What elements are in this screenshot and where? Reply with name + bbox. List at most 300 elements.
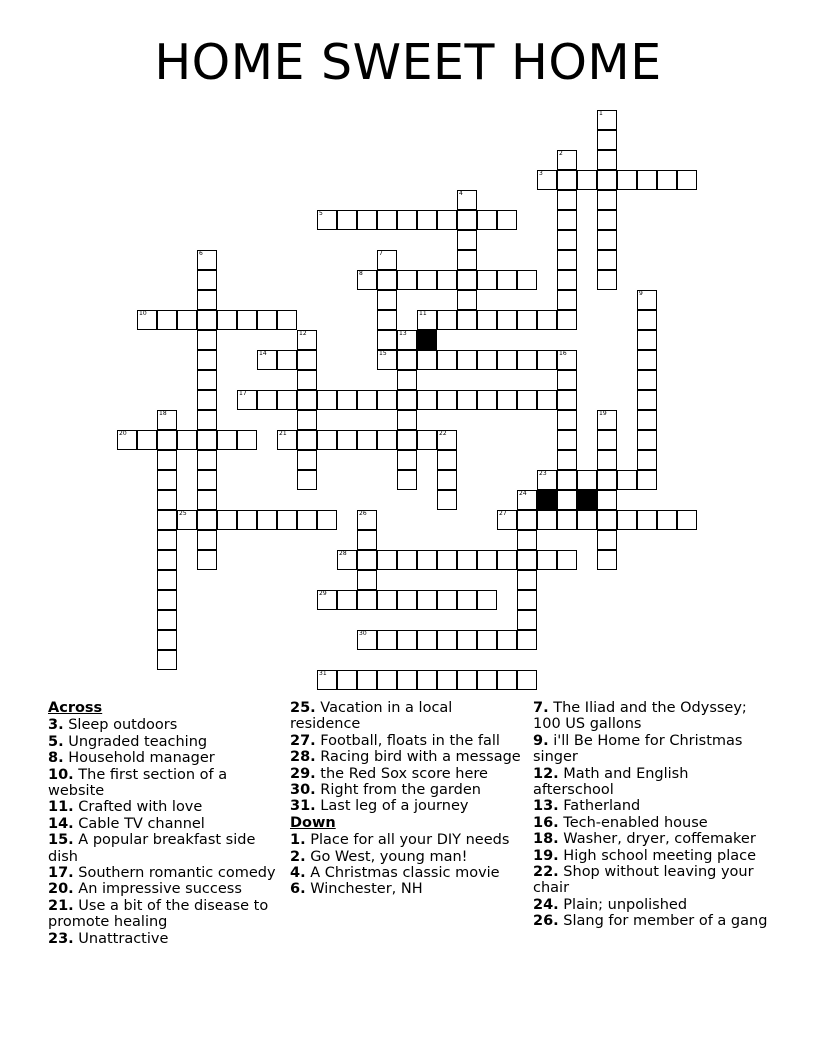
grid-cell[interactable] <box>597 510 617 530</box>
grid-cell[interactable] <box>157 430 177 450</box>
grid-cell[interactable] <box>517 610 537 630</box>
grid-cell[interactable] <box>357 270 377 290</box>
grid-cell[interactable] <box>437 470 457 490</box>
grid-cell[interactable] <box>397 630 417 650</box>
grid-cell[interactable] <box>597 150 617 170</box>
grid-cell[interactable] <box>357 670 377 690</box>
grid-cell[interactable] <box>197 270 217 290</box>
grid-cell[interactable] <box>197 550 217 570</box>
grid-cell[interactable] <box>557 450 577 470</box>
grid-cell[interactable] <box>417 210 437 230</box>
clue-across-31: 31. Last leg of a journey <box>290 798 469 815</box>
grid-cell[interactable] <box>437 590 457 610</box>
grid-cell[interactable] <box>377 670 397 690</box>
grid-cell[interactable] <box>417 350 437 370</box>
grid-cell[interactable] <box>597 270 617 290</box>
grid-cell[interactable] <box>317 670 337 690</box>
grid-cell[interactable] <box>437 350 457 370</box>
grid-cell[interactable] <box>597 190 617 210</box>
grid-cell[interactable] <box>497 550 517 570</box>
grid-cell[interactable] <box>337 590 357 610</box>
grid-cell[interactable] <box>557 410 577 430</box>
cell-number: 27 <box>499 510 507 517</box>
grid-cell[interactable] <box>417 270 437 290</box>
grid-cell[interactable] <box>137 430 157 450</box>
grid-cell[interactable] <box>337 210 357 230</box>
grid-cell[interactable] <box>297 430 317 450</box>
grid-cell[interactable] <box>317 210 337 230</box>
grid-cell[interactable] <box>377 390 397 410</box>
grid-cell[interactable] <box>517 530 537 550</box>
grid-cell[interactable] <box>517 310 537 330</box>
grid-cell[interactable] <box>637 510 657 530</box>
grid-cell[interactable] <box>477 630 497 650</box>
grid-cell[interactable] <box>597 430 617 450</box>
grid-cell[interactable] <box>237 390 257 410</box>
cell-number: 28 <box>339 550 347 557</box>
grid-cell[interactable] <box>557 230 577 250</box>
grid-cell[interactable] <box>217 310 237 330</box>
grid-cell[interactable] <box>637 370 657 390</box>
grid-cell[interactable] <box>557 510 577 530</box>
grid-cell[interactable] <box>297 470 317 490</box>
grid-cell[interactable] <box>537 390 557 410</box>
grid-cell[interactable] <box>277 390 297 410</box>
grid-cell[interactable] <box>237 510 257 530</box>
grid-cell[interactable] <box>517 390 537 410</box>
clue-across-23: 23. Unattractive <box>48 930 169 947</box>
cell-number: 23 <box>539 470 547 477</box>
grid-cell[interactable] <box>557 470 577 490</box>
grid-cell[interactable] <box>377 210 397 230</box>
grid-cell[interactable] <box>417 550 437 570</box>
cell-number: 10 <box>139 310 147 317</box>
cell-number: 12 <box>299 330 307 337</box>
grid-cell[interactable] <box>357 530 377 550</box>
grid-cell[interactable] <box>597 250 617 270</box>
grid-cell[interactable] <box>157 470 177 490</box>
grid-cell[interactable] <box>557 290 577 310</box>
cell-number: 15 <box>379 350 387 357</box>
grid-cell[interactable] <box>157 530 177 550</box>
grid-cell[interactable] <box>457 590 477 610</box>
grid-cell[interactable] <box>397 450 417 470</box>
grid-cell[interactable] <box>377 590 397 610</box>
grid-cell[interactable] <box>417 670 437 690</box>
grid-cell[interactable] <box>377 290 397 310</box>
clue-across-27: 27. Football, floats in the fall <box>290 732 500 749</box>
grid-cell[interactable] <box>157 490 177 510</box>
grid-cell[interactable] <box>457 670 477 690</box>
grid-cell[interactable] <box>397 270 417 290</box>
grid-cell[interactable] <box>557 310 577 330</box>
grid-cell[interactable] <box>397 390 417 410</box>
grid-cell[interactable] <box>397 470 417 490</box>
grid-cell[interactable] <box>637 290 657 310</box>
grid-cell[interactable] <box>637 450 657 470</box>
cell-number: 13 <box>399 330 407 337</box>
grid-cell[interactable] <box>137 310 157 330</box>
grid-cell[interactable] <box>637 390 657 410</box>
clue-across-8: 8. Household manager <box>48 750 215 767</box>
grid-cell[interactable] <box>357 390 377 410</box>
grid-cell[interactable] <box>497 510 517 530</box>
grid-cell[interactable] <box>437 390 457 410</box>
grid-cell[interactable] <box>497 350 517 370</box>
cell-number: 11 <box>419 310 427 317</box>
grid-cell[interactable] <box>537 350 557 370</box>
grid-cell[interactable] <box>617 470 637 490</box>
grid-cell[interactable] <box>557 270 577 290</box>
grid-cell[interactable] <box>217 430 237 450</box>
grid-cell[interactable] <box>677 510 697 530</box>
grid-cell[interactable] <box>157 450 177 470</box>
grid-cell[interactable] <box>377 350 397 370</box>
grid-cell[interactable] <box>397 350 417 370</box>
grid-cell[interactable] <box>297 510 317 530</box>
clue-across-28: 28. Racing bird with a message <box>290 749 521 766</box>
grid-cell[interactable] <box>157 570 177 590</box>
grid-cell[interactable] <box>337 390 357 410</box>
cell-number: 6 <box>199 250 203 257</box>
grid-cell[interactable] <box>197 390 217 410</box>
grid-cell[interactable] <box>197 250 217 270</box>
grid-cell[interactable] <box>557 170 577 190</box>
grid-cell[interactable] <box>177 430 197 450</box>
grid-cell[interactable] <box>397 430 417 450</box>
grid-cell[interactable] <box>197 470 217 490</box>
black-cell <box>417 330 437 350</box>
grid-cell[interactable] <box>517 490 537 510</box>
grid-cell[interactable] <box>377 430 397 450</box>
grid-cell[interactable] <box>377 310 397 330</box>
grid-cell[interactable] <box>457 230 477 250</box>
grid-cell[interactable] <box>397 550 417 570</box>
grid-cell[interactable] <box>157 650 177 670</box>
grid-cell[interactable] <box>437 630 457 650</box>
clue-across-25: 25. Vacation in a local residence <box>290 700 453 733</box>
puzzle-title: HOME SWEET HOME <box>154 34 662 91</box>
grid-cell[interactable] <box>337 550 357 570</box>
grid-cell[interactable] <box>197 410 217 430</box>
clue-across-29: 29. the Red Sox score here <box>290 765 488 782</box>
cell-number: 17 <box>239 390 247 397</box>
grid-cell[interactable] <box>417 390 437 410</box>
grid-cell[interactable] <box>417 430 437 450</box>
grid-cell[interactable] <box>357 510 377 530</box>
grid-cell[interactable] <box>277 430 297 450</box>
grid-cell[interactable] <box>317 510 337 530</box>
grid-cell[interactable] <box>557 210 577 230</box>
grid-cell[interactable] <box>637 430 657 450</box>
grid-cell[interactable] <box>357 550 377 570</box>
grid-cell[interactable] <box>557 190 577 210</box>
clue-down-7: 7. The Iliad and the Odyssey; 100 US gallons <box>533 700 747 733</box>
grid-cell[interactable] <box>537 510 557 530</box>
across-heading: Across <box>48 700 103 716</box>
grid-cell[interactable] <box>157 310 177 330</box>
grid-cell[interactable] <box>357 430 377 450</box>
grid-cell[interactable] <box>597 530 617 550</box>
clue-across-15: 15. A popular breakfast side dish <box>48 832 256 865</box>
grid-cell[interactable] <box>197 530 217 550</box>
grid-cell[interactable] <box>597 170 617 190</box>
grid-cell[interactable] <box>497 630 517 650</box>
grid-cell[interactable] <box>377 630 397 650</box>
grid-cell[interactable] <box>297 370 317 390</box>
clue-down-6: 6. Winchester, NH <box>290 881 423 898</box>
grid-cell[interactable] <box>197 430 217 450</box>
clue-down-9: 9. i'll Be Home for Christmas singer <box>533 732 743 766</box>
grid-cell[interactable] <box>417 310 437 330</box>
grid-cell[interactable] <box>197 490 217 510</box>
grid-cell[interactable] <box>257 390 277 410</box>
grid-cell[interactable] <box>477 350 497 370</box>
grid-cell[interactable] <box>297 350 317 370</box>
grid-cell[interactable] <box>457 310 477 330</box>
grid-cell[interactable] <box>197 350 217 370</box>
grid-cell[interactable] <box>457 350 477 370</box>
grid-cell[interactable] <box>637 470 657 490</box>
grid-cell[interactable] <box>417 630 437 650</box>
grid-cell[interactable] <box>197 450 217 470</box>
grid-cell[interactable] <box>597 110 617 130</box>
grid-cell[interactable] <box>237 430 257 450</box>
black-cell <box>577 490 597 510</box>
clue-down-24: 24. Plain; unpolished <box>533 896 688 913</box>
grid-cell[interactable] <box>637 410 657 430</box>
grid-cell[interactable] <box>277 310 297 330</box>
grid-cell[interactable] <box>397 330 417 350</box>
grid-cell[interactable] <box>577 470 597 490</box>
grid-cell[interactable] <box>397 590 417 610</box>
grid-cell[interactable] <box>157 610 177 630</box>
grid-cell[interactable] <box>477 310 497 330</box>
grid-cell[interactable] <box>457 210 477 230</box>
grid-cell[interactable] <box>117 430 137 450</box>
grid-cell[interactable] <box>177 510 197 530</box>
black-cell <box>537 490 557 510</box>
grid-cell[interactable] <box>157 590 177 610</box>
grid-cell[interactable] <box>517 670 537 690</box>
grid-cell[interactable] <box>557 490 577 510</box>
clue-down-22: 22. Shop without leaving your chair <box>533 864 754 897</box>
grid-cell[interactable] <box>317 390 337 410</box>
grid-cell[interactable] <box>557 430 577 450</box>
grid-cell[interactable] <box>397 370 417 390</box>
grid-cell[interactable] <box>397 670 417 690</box>
grid-cell[interactable] <box>537 470 557 490</box>
grid-cell[interactable] <box>297 390 317 410</box>
grid-cell[interactable] <box>297 450 317 470</box>
grid-cell[interactable] <box>337 670 357 690</box>
grid-cell[interactable] <box>517 590 537 610</box>
grid-cell[interactable] <box>477 390 497 410</box>
grid-cell[interactable] <box>597 550 617 570</box>
clue-down-18: 18. Washer, dryer, coffemaker <box>533 831 756 848</box>
grid-cell[interactable] <box>397 410 417 430</box>
grid-cell[interactable] <box>637 350 657 370</box>
cell-number: 9 <box>639 290 643 297</box>
grid-cell[interactable] <box>477 210 497 230</box>
grid-cell[interactable] <box>197 330 217 350</box>
grid-cell[interactable] <box>497 310 517 330</box>
cell-number: 30 <box>359 630 367 637</box>
grid-cell[interactable] <box>197 310 217 330</box>
grid-cell[interactable] <box>277 350 297 370</box>
clue-across-20: 20. An impressive success <box>48 881 242 898</box>
clue-down-13: 13. Fatherland <box>533 798 641 815</box>
clue-column-3 <box>533 700 773 930</box>
grid-cell[interactable] <box>257 310 277 330</box>
clue-down-1: 1. Place for all your DIY needs <box>290 832 510 849</box>
grid-cell[interactable] <box>297 410 317 430</box>
grid-cell[interactable] <box>457 270 477 290</box>
grid-cell[interactable] <box>477 270 497 290</box>
grid-cell[interactable] <box>477 550 497 570</box>
grid-cell[interactable] <box>177 310 197 330</box>
clue-across-5: 5. Ungraded teaching <box>48 733 208 750</box>
grid-cell[interactable] <box>277 510 297 530</box>
grid-cell[interactable] <box>357 570 377 590</box>
grid-cell[interactable] <box>437 450 457 470</box>
grid-cell[interactable] <box>437 430 457 450</box>
cell-number: 24 <box>519 490 527 497</box>
grid-cell[interactable] <box>377 270 397 290</box>
grid-cell[interactable] <box>497 390 517 410</box>
grid-cell[interactable] <box>517 550 537 570</box>
grid-cell[interactable] <box>597 470 617 490</box>
grid-cell[interactable] <box>197 290 217 310</box>
clue-column-1 <box>48 700 280 947</box>
grid-cell[interactable] <box>557 250 577 270</box>
grid-cell[interactable] <box>557 390 577 410</box>
grid-cell[interactable] <box>557 150 577 170</box>
grid-cell[interactable] <box>317 590 337 610</box>
grid-cell[interactable] <box>257 350 277 370</box>
cell-number: 4 <box>459 190 463 197</box>
grid-cell[interactable] <box>417 590 437 610</box>
grid-cell[interactable] <box>517 350 537 370</box>
cell-number: 7 <box>379 250 383 257</box>
grid-cell[interactable] <box>197 510 217 530</box>
grid-cell[interactable] <box>597 410 617 430</box>
grid-cell[interactable] <box>457 190 477 210</box>
grid-cell[interactable] <box>517 630 537 650</box>
clue-column-2 <box>290 700 526 898</box>
grid-cell[interactable] <box>577 170 597 190</box>
cell-number: 8 <box>359 270 363 277</box>
clue-across-17: 17. Southern romantic comedy <box>48 865 276 882</box>
grid-cell[interactable] <box>657 170 677 190</box>
grid-cell[interactable] <box>297 330 317 350</box>
grid-cell[interactable] <box>157 630 177 650</box>
grid-cell[interactable] <box>517 510 537 530</box>
grid-cell[interactable] <box>437 550 457 570</box>
grid-cell[interactable] <box>377 250 397 270</box>
grid-cell[interactable] <box>497 210 517 230</box>
grid-cell[interactable] <box>497 270 517 290</box>
grid-cell[interactable] <box>637 170 657 190</box>
grid-cell[interactable] <box>457 630 477 650</box>
grid-cell[interactable] <box>677 170 697 190</box>
grid-cell[interactable] <box>497 670 517 690</box>
grid-cell[interactable] <box>237 310 257 330</box>
grid-cell[interactable] <box>517 570 537 590</box>
grid-cell[interactable] <box>617 170 637 190</box>
grid-cell[interactable] <box>577 510 597 530</box>
grid-cell[interactable] <box>477 670 497 690</box>
grid-cell[interactable] <box>517 270 537 290</box>
clue-down-26: 26. Slang for member of a gang <box>533 913 768 930</box>
grid-cell[interactable] <box>357 590 377 610</box>
grid-cell[interactable] <box>157 410 177 430</box>
grid-cell[interactable] <box>557 370 577 390</box>
grid-cell[interactable] <box>597 210 617 230</box>
clue-down-19: 19. High school meeting place <box>533 847 757 864</box>
grid-cell[interactable] <box>597 230 617 250</box>
cell-number: 20 <box>119 430 127 437</box>
cell-number: 14 <box>259 350 267 357</box>
grid-cell[interactable] <box>457 390 477 410</box>
grid-cell[interactable] <box>597 490 617 510</box>
grid-cell[interactable] <box>537 170 557 190</box>
grid-cell[interactable] <box>597 450 617 470</box>
grid-cell[interactable] <box>617 510 637 530</box>
clue-across-11: 11. Crafted with love <box>48 799 203 816</box>
grid-cell[interactable] <box>437 270 457 290</box>
cell-number: 19 <box>599 410 607 417</box>
grid-cell[interactable] <box>557 350 577 370</box>
grid-cell[interactable] <box>537 310 557 330</box>
cell-number: 29 <box>319 590 327 597</box>
cell-number: 2 <box>559 150 563 157</box>
grid-cell[interactable] <box>477 590 497 610</box>
grid-cell[interactable] <box>657 510 677 530</box>
grid-cell[interactable] <box>637 330 657 350</box>
grid-cell[interactable] <box>437 310 457 330</box>
grid-cell[interactable] <box>377 330 397 350</box>
clue-down-4: 4. A Christmas classic movie <box>290 865 500 882</box>
grid-cell[interactable] <box>317 430 337 450</box>
clue-across-3: 3. Sleep outdoors <box>48 717 178 734</box>
grid-cell[interactable] <box>357 210 377 230</box>
grid-cell[interactable] <box>597 130 617 150</box>
grid-cell[interactable] <box>337 430 357 450</box>
grid-cell[interactable] <box>357 630 377 650</box>
cell-number: 26 <box>359 510 367 517</box>
cell-number: 3 <box>539 170 543 177</box>
grid-cell[interactable] <box>217 510 237 530</box>
clue-across-30: 30. Right from the garden <box>290 782 481 799</box>
grid-cell[interactable] <box>437 490 457 510</box>
grid-cell[interactable] <box>397 210 417 230</box>
grid-cell[interactable] <box>457 290 477 310</box>
grid-cell[interactable] <box>457 250 477 270</box>
grid-cell[interactable] <box>157 510 177 530</box>
grid-cell[interactable] <box>557 550 577 570</box>
grid-cell[interactable] <box>437 670 457 690</box>
grid-cell[interactable] <box>437 210 457 230</box>
clue-across-21: 21. Use a bit of the disease to promote healing <box>48 897 269 931</box>
grid-cell[interactable] <box>537 550 557 570</box>
grid-cell[interactable] <box>637 310 657 330</box>
grid-cell[interactable] <box>457 550 477 570</box>
grid-cell[interactable] <box>257 510 277 530</box>
grid-cell[interactable] <box>197 370 217 390</box>
grid-cell[interactable] <box>377 550 397 570</box>
grid-cell[interactable] <box>157 550 177 570</box>
